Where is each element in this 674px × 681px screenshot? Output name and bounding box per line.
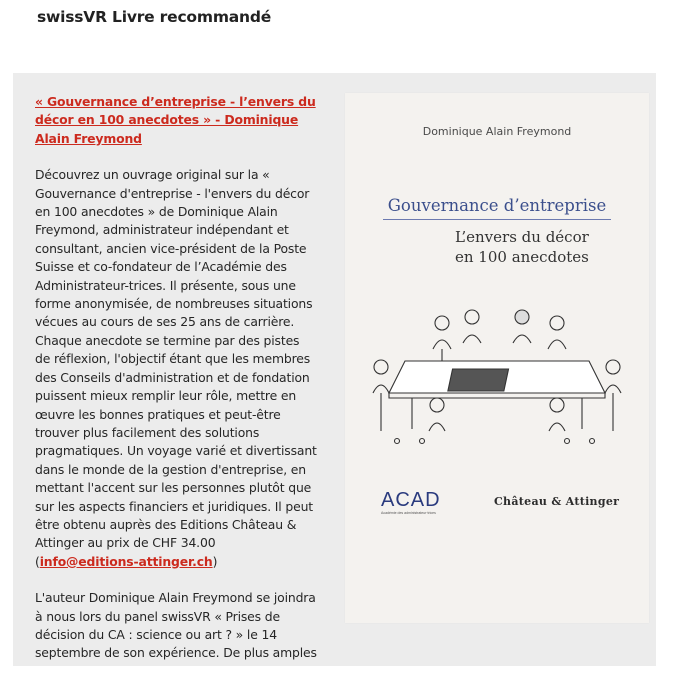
article-body-1 bbox=[35, 166, 317, 571]
book-title: Gouvernance d’entreprise bbox=[387, 196, 607, 215]
book-cover-image bbox=[345, 93, 649, 623]
section-title: swissVR Livre recommandé bbox=[37, 8, 272, 26]
acad-logo: ACAD bbox=[381, 489, 441, 511]
article-body-text: Découvrez un ouvrage original sur la « Gouvernance d'entreprise - l'envers du décor en 100 anecdotes » de Dominique Alain Freymond, administrateur indépendant et consultant, ancien vice-président de la Poste Suisse et co-fondateur de l’Académie des Administrateur-trices. Il présente, sous une forme anonymisée, de nombreuses situations vécues au cours de ses 25 ans de carrière. Chaque anecdote se termine par des pistes de réflexion, l'objectif étant que les membres des Conseils d'administration et de fondation puissent mieux remplir leur rôle, mettre en œuvre les bonnes pratiques et peut-être trouver plus facilement des solutions pragmatiques. Un voyage varié et divertissant dans le monde de la gestion d'entreprise, en mettant l'accent sur les personnes plutôt que sur les aspects financiers et juridiques. Il peut être obtenu auprès des Editions Château & Attinger au prix de CHF 34.00 ( bbox=[35, 167, 317, 569]
article-body-end: ) bbox=[212, 553, 218, 569]
article-title-paragraph bbox=[35, 93, 317, 148]
book-subtitle-line2: en 100 anecdotes bbox=[455, 248, 589, 266]
boardroom-illustration bbox=[367, 301, 627, 446]
acad-logo-subtitle: Académie des administrateur·trices bbox=[381, 511, 436, 515]
article-title-link[interactable]: « Gouvernance d’entreprise - l’envers du décor en 100 anecdotes » - Dominique Alain Freymond bbox=[35, 94, 316, 146]
title-underline bbox=[383, 219, 611, 220]
book-subtitle bbox=[455, 227, 589, 267]
book-subtitle-line1: L’envers du décor bbox=[455, 228, 589, 246]
book-author: Dominique Alain Freymond bbox=[422, 125, 572, 138]
email-link[interactable]: info@editions-attinger.ch bbox=[39, 553, 213, 569]
book-recommendation-panel bbox=[13, 73, 656, 666]
article bbox=[35, 93, 317, 681]
article-body-2: L'auteur Dominique Alain Freymond se joindra à nous lors du panel swissVR « Prises de décision du CA : science ou art ? » le 14 septembre de son expérience. De plus amples bbox=[35, 590, 317, 661]
publisher-logo: Château & Attinger bbox=[494, 495, 620, 508]
